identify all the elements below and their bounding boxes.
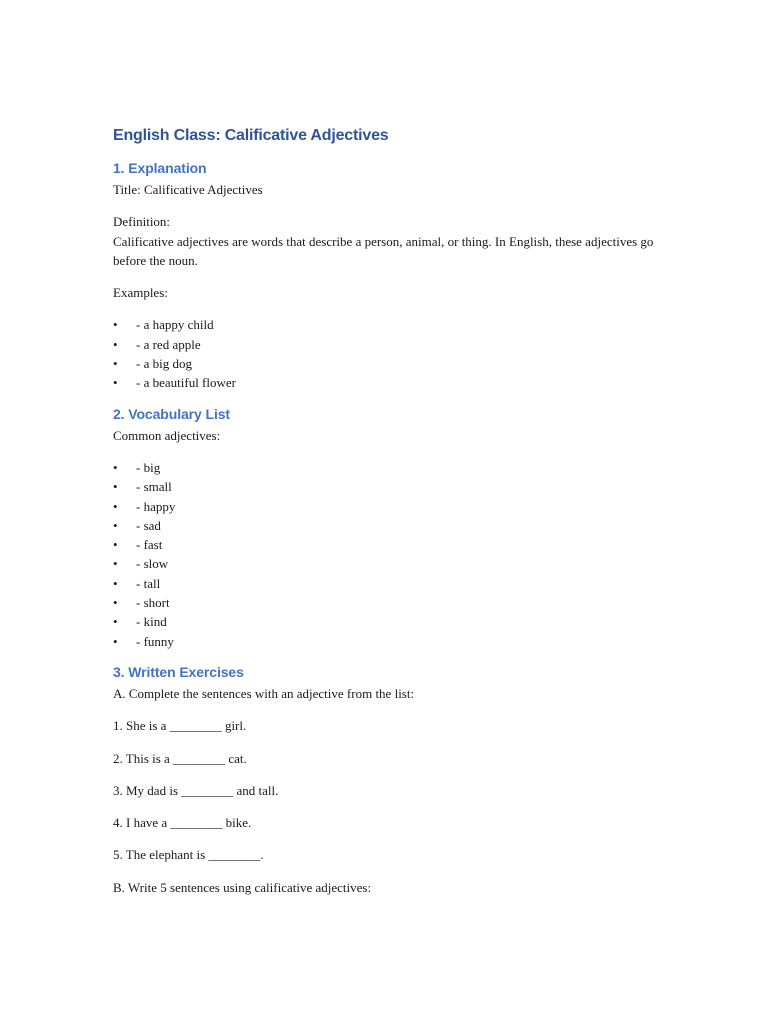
list-item: • - tall [113, 574, 673, 593]
bullet-icon: • [113, 336, 118, 352]
exercise-sentence: 5. The elephant is ________. [113, 847, 264, 863]
bullet-icon: • [113, 459, 118, 475]
vocabulary-intro: Common adjectives: [113, 427, 221, 443]
bullet-icon: • [113, 633, 118, 649]
document-page [113, 121, 673, 897]
examples-list [113, 315, 673, 392]
list-item: • - sad [113, 516, 673, 535]
bullet-icon: • [113, 614, 118, 630]
exercise-sentence: 2. This is a ________ cat. [113, 750, 247, 766]
bullet-icon: • [113, 537, 118, 553]
list-item: • - short [113, 593, 673, 612]
list-item: • - a big dog [113, 354, 673, 373]
list-item: • - big [113, 458, 673, 477]
bullet-icon: • [113, 317, 118, 333]
exercise-instruction-a: A. Complete the sentences with an adjective from the list: [113, 685, 415, 701]
exercise-sentence: 1. She is a ________ girl. [113, 718, 247, 734]
examples-label: Examples: [113, 285, 168, 301]
list-item: • - slow [113, 554, 673, 573]
bullet-icon: • [113, 479, 118, 495]
exercise-sentence: 4. I have a ________ bike. [113, 815, 252, 831]
document-title: English Class: Calificative Adjectives [113, 127, 389, 144]
bullet-icon: • [113, 575, 118, 591]
definition-label: Definition: [113, 214, 171, 230]
bullet-icon: • [113, 556, 118, 572]
bullet-icon: • [113, 517, 118, 533]
vocabulary-list [113, 458, 673, 651]
list-item: • - fast [113, 535, 673, 554]
bullet-icon: • [113, 595, 118, 611]
exercise-instruction-b: B. Write 5 sentences using calificative adjectives: [113, 879, 372, 895]
section-heading-vocabulary: 2. Vocabulary List [113, 405, 230, 422]
list-item: • - a beautiful flower [113, 373, 673, 392]
list-item: • - a red apple [113, 335, 673, 354]
list-item: • - a happy child [113, 315, 673, 334]
list-item: • - small [113, 477, 673, 496]
list-item: • - happy [113, 497, 673, 516]
bullet-icon: • [113, 356, 118, 372]
section-heading-exercises: 3. Written Exercises [113, 663, 244, 680]
section-heading-explanation: 1. Explanation [113, 160, 207, 176]
bullet-icon: • [113, 498, 118, 514]
bullet-icon: • [113, 375, 118, 391]
list-item: • - kind [113, 612, 673, 631]
title-line: Title: Calificative Adjectives [113, 182, 263, 197]
definition-text: Calificative adjectives are words that describe a person, animal, or thing. In English, these adjectives go before the noun. [113, 233, 654, 268]
list-item: • - funny [113, 632, 673, 651]
exercise-sentence: 3. My dad is ________ and tall. [113, 782, 279, 798]
